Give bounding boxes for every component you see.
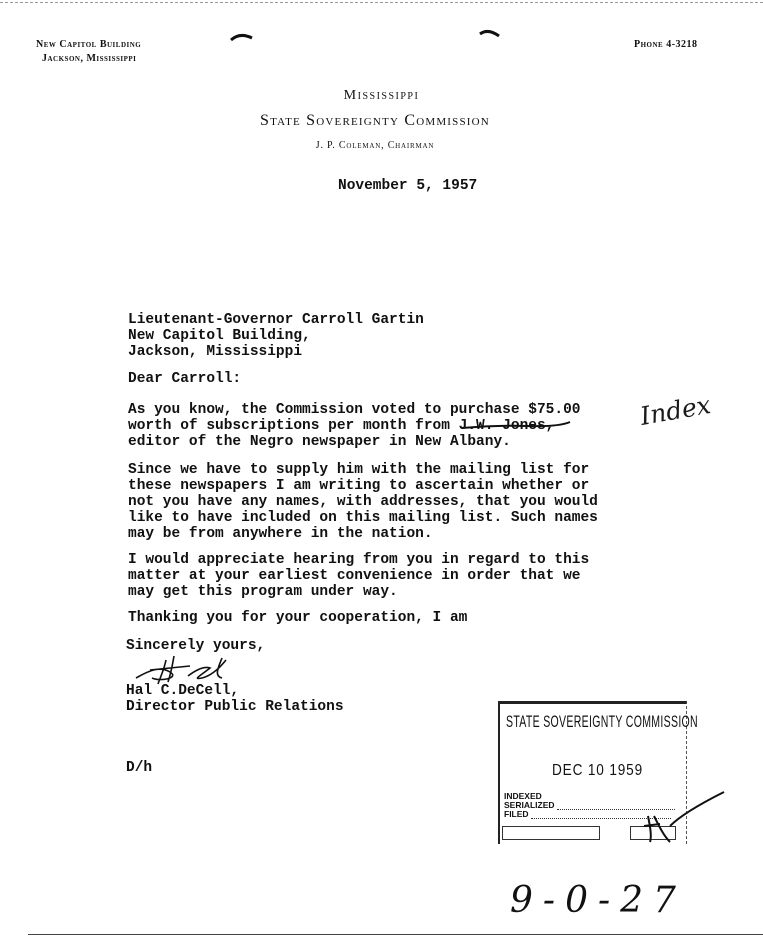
stamp-field-filed: FILED (504, 809, 529, 819)
binder-hole-marks (228, 28, 528, 48)
letterhead-state: Mississippi (343, 88, 420, 103)
stamp-field-serialized: SERIALIZED (504, 800, 555, 810)
letter-date: November 5, 1957 (338, 178, 478, 194)
margin-note: Index (638, 390, 713, 431)
page-bottom-rule (28, 934, 763, 935)
received-stamp (498, 701, 698, 844)
paragraph-2 (128, 462, 598, 542)
typist-initials: D/h (126, 760, 153, 776)
stamp-field-indexed: INDEXED (504, 791, 542, 801)
stamp-handwritten-initial (640, 786, 730, 846)
paragraph-line: matter at your earliest convenience in order that we (128, 568, 581, 584)
letterhead-address (36, 38, 141, 66)
recipient-line-3: Jackson, Mississippi (128, 344, 303, 360)
signer-block (126, 683, 344, 715)
address-line-1: New Capitol Building (36, 39, 142, 50)
recipient-block (128, 312, 424, 360)
file-number: 9-0-27 (510, 880, 686, 921)
salutation: Dear Carroll: (128, 371, 242, 387)
letterhead-chairman: J. P. Coleman, Chairman (315, 140, 435, 151)
stamp-date: DEC 10 1959 (552, 762, 644, 779)
paragraph-line: As you know, the Commission voted to purchase $75.00 (128, 402, 581, 418)
underline-mark (458, 418, 578, 432)
signer-title: Director Public Relations (126, 699, 344, 715)
handwritten-signature (130, 648, 240, 688)
address-line-2: Jackson, Mississippi (42, 53, 137, 64)
paragraph-line: I would appreciate hearing from you in regard to this (128, 552, 590, 568)
letterhead-commission: State Sovereignty Commission (260, 112, 490, 129)
paragraph-line: may get this program under way. (128, 584, 398, 600)
paragraph-line: worth of subscriptions per month from J.W. Jones, (128, 418, 555, 434)
paragraph-4: Thanking you for your cooperation, I am (128, 610, 468, 626)
paragraph-line: like to have included on this mailing list. Such names (128, 510, 598, 526)
paragraph-3 (128, 552, 589, 600)
page-top-edge (0, 2, 763, 3)
paragraph-line: may be from anywhere in the nation. (128, 526, 433, 542)
stamp-box (502, 826, 600, 840)
paragraph-line: editor of the Negro newspaper in New Albany. (128, 434, 511, 450)
letterhead-phone: Phone 4-3218 (634, 39, 698, 50)
recipient-line-2: New Capitol Building, (128, 328, 311, 344)
paragraph-line: not you have any names, with addresses, that you would (128, 494, 598, 510)
closing: Sincerely yours, (126, 638, 266, 654)
stamp-title: STATE SOVEREIGNTY COMMISSION (506, 712, 698, 731)
paragraph-line: these newspapers I am writing to ascertain whether or (128, 478, 590, 494)
signer-name: Hal C.DeCell, (126, 683, 240, 699)
recipient-line-1: Lieutenant-Governor Carroll Gartin (128, 312, 424, 328)
paragraph-line: Since we have to supply him with the mailing list for (128, 462, 590, 478)
